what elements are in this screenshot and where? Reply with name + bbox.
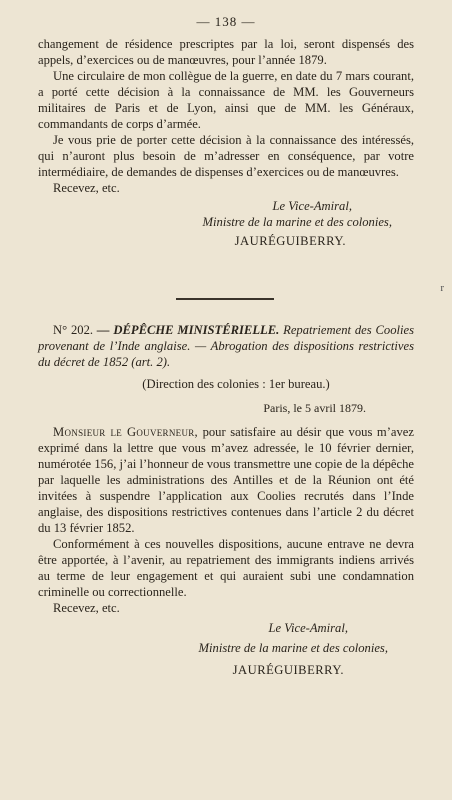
section-depeche <box>38 322 414 678</box>
paragraph-4-body: pour satisfaire au désir que vous m’avez exprimé dans la lettre que vous m’avez adressée, le 10 février dernier, numérotée 156, j’ai l’honneur de vous transmettre une copie de la dépêche par laquelle les administrations des Antilles et de la Réunion ont été invitées à suspendre l’application aux Coolies recrutés dans l’Inde anglaise, des dispositions restrictives contenues dans l’article 2 du décret du 13 février 1852. <box>38 425 414 535</box>
direction-line: (Direction des colonies : 1er bureau.) <box>142 377 330 391</box>
depeche-heading <box>38 322 414 370</box>
paragraph-5: Conformément à ces nouvelles dispositions, aucune entrave ne devra être apportée, à l’avenir, au repatriement des immigrants indiens arrivés au terme de leur engagement et qui auraient subi une condamnation criminelle ou correctionnelle. <box>38 537 414 599</box>
paragraph-1: changement de résidence prescriptes par la loi, seront dispensés des appels, d’exercices ou de manœuvres, pour l’année 1879. <box>38 37 414 67</box>
depeche-title: — DÉPÊCHE MINISTÉRIELLE. <box>96 323 280 337</box>
section-circular <box>38 36 414 249</box>
paragraph-3: Je vous prie de porter cette décision à la connaissance des intéressés, qui n’auront plus besoin de m’adresser en conséquence, par votre intermédiaire, de demandes de dispenses d’exercices ou de manœuvres. <box>38 133 414 179</box>
dispatch-date: Paris, le 5 avril 1879. <box>263 401 366 415</box>
paragraph-4 <box>38 424 414 536</box>
signature-name-2: JAURÉGUIBERRY. <box>232 663 344 677</box>
paragraph-2: Une circulaire de mon collègue de la guerre, en date du 7 mars courant, a porté cette décision à la connaissance de MM. les Gouverneurs militaires de Paris et de Lyon, ainsi que de MM. les Généraux, commandants de corps d’armée. <box>38 69 414 131</box>
signature-title: Le Vice-Amiral, <box>272 199 352 213</box>
signature-role-2: Ministre de la marine et des colonies, <box>198 641 388 655</box>
signature-name: JAURÉGUIBERRY. <box>234 234 346 248</box>
depeche-subject: Repatriement des Coolies provenant de l’Inde anglaise. — Abrogation des dispositions restrictives du décret de 1852 (art. 2). <box>38 323 414 369</box>
margin-mark: r <box>440 282 444 294</box>
salutation: Monsieur le Gouverneur, <box>53 425 198 439</box>
closing-line-2: Recevez, etc. <box>53 601 120 615</box>
signature-role: Ministre de la marine et des colonies, <box>202 215 392 229</box>
page-number: — 138 — <box>196 14 256 29</box>
depeche-number: N° 202. <box>53 323 94 337</box>
closing-line: Recevez, etc. <box>53 181 120 195</box>
section-divider <box>176 298 274 300</box>
signature-title-2: Le Vice-Amiral, <box>268 621 348 635</box>
